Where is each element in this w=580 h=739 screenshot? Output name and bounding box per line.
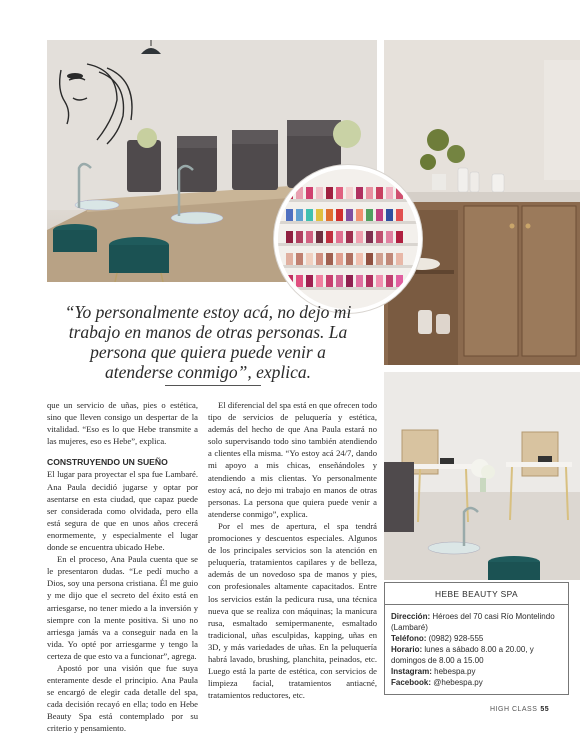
facebook-value: @hebespa.py [433, 678, 483, 687]
hours-line [391, 644, 562, 666]
pull-quote: “Yo personalmente estoy acá, no dejo mi trabajo en manos de otras personas. La persona que quiera puede venir a atenderse conmigo”, explica. [64, 302, 352, 382]
cabinet-counter-photo [384, 40, 580, 365]
article-column-2 [208, 399, 377, 701]
address-line [391, 611, 562, 633]
col1-paragraph-4: Apostó por una visión que fue suya enteramente desde el principio. Ana Paula se encargó de elegir cada detalle del spa, cada decisión recayó en ella; todo en Hebe Beauty Spa está contemplado por su criterio y pensamiento. [47, 662, 198, 734]
nail-polish-rack-photo [274, 165, 422, 313]
nail-station-illustration [384, 372, 580, 580]
instagram-value: hebespa.py [434, 667, 476, 676]
facebook-line [391, 677, 562, 688]
info-box-body [385, 605, 568, 688]
article-column-1 [47, 399, 198, 735]
page-number: 55 [540, 706, 550, 713]
col1-paragraph-1: que un servicio de uñas, pies o estética, sino que lleven consigo un despertar de la vitalidad. “Eso es lo que Hebe transmite a las mujeres, eso es Hebe”, explica. [47, 400, 198, 447]
address-label: Dirección: [391, 612, 431, 621]
info-box-title: HEBE BEAUTY SPA [385, 583, 568, 605]
hours-label: Horario: [391, 645, 423, 654]
hours-value: lunes a sábado 8.00 a 20.00, y domingos de 8.00 a 15.00 [391, 645, 534, 665]
section-subheading: CONSTRUYENDO UN SUEÑO [47, 457, 168, 468]
cabinet-illustration [384, 40, 580, 365]
col1-paragraph-3: En el proceso, Ana Paula cuenta que se le presentaron dudas. “Le pedí mucho a Dios, soy una persona cristiana. Él me guio y me dijo que el secreto del éxito está en arriesgarse, no tener miedo a la inversión y siempre con la mente positiva. Si uno no arriesga jamás va a conseguir nada en la vida. Yo opté por arriesgarme y tengo la certeza de que esto va a funcionar”, agrega. [47, 554, 198, 661]
facebook-label: Facebook: [391, 678, 432, 687]
page-footer [490, 706, 549, 713]
nail-polish-illustration [278, 169, 418, 309]
address-value: Héroes del 70 casi Río Montelindo (Lambaré) [391, 612, 555, 632]
col1-paragraph-2: El lugar para proyectar el spa fue Lambaré. Ana Paula decidió jugarse y optar por asentarse en esta ciudad, que capaz puede ser considerada como olvidada, pero ella está segura de que en unos años crecerá enormemente, y especialmente el lugar donde se encuentra ubicado Hebe. [47, 469, 198, 553]
spa-info-box [384, 582, 569, 695]
phone-label: Teléfono: [391, 634, 427, 643]
instagram-line [391, 666, 562, 677]
nail-station-photo [384, 372, 580, 580]
col2-paragraph-1: El diferencial del spa está en que ofrecen todo tipo de servicios de peluquería y estética, además del hecho de que Ana Paula estará no solo supervisando todo sino también atendiendo a clientes ella misma. “Yo estoy acá 24/7, dando mi apoyo a mis chicas, enseñándoles y atendiendo a mis clientas. Yo personalmente estoy acá, no dejo mi trabajo en manos de otras personas. La persona que quiera puede venir a atenderse conmigo”, explica. [208, 400, 377, 519]
instagram-label: Instagram: [391, 667, 432, 676]
quote-divider [165, 385, 261, 386]
magazine-name: HIGH CLASS [490, 706, 538, 713]
phone-value: (0982) 928-555 [428, 634, 484, 643]
col2-paragraph-2: Por el mes de apertura, el spa tendrá promociones y descuentos especiales. Algunos de los principales servicios son la atención en peluquería, tratamientos capilares y de belleza, además de un novedoso spa de manos y pies, con profesionales altamente capacitados. Entre los servicios están la pedicura rusa, una técnica nueva que se realiza con máquinas; la manicura rusa, esmaltado semipermanente, esmaltado tradicional, uñas esculpidas, kapping, uñas en 3D, y más variedades de uñas. En la peluquería habrá lavado, brushing, planchita, peinados, etc. Luego está la parte de estética, con servicios de limpieza facial, tratamientos antiacné, tratamientos reductores, etc. [208, 520, 377, 701]
phone-line [391, 633, 562, 644]
